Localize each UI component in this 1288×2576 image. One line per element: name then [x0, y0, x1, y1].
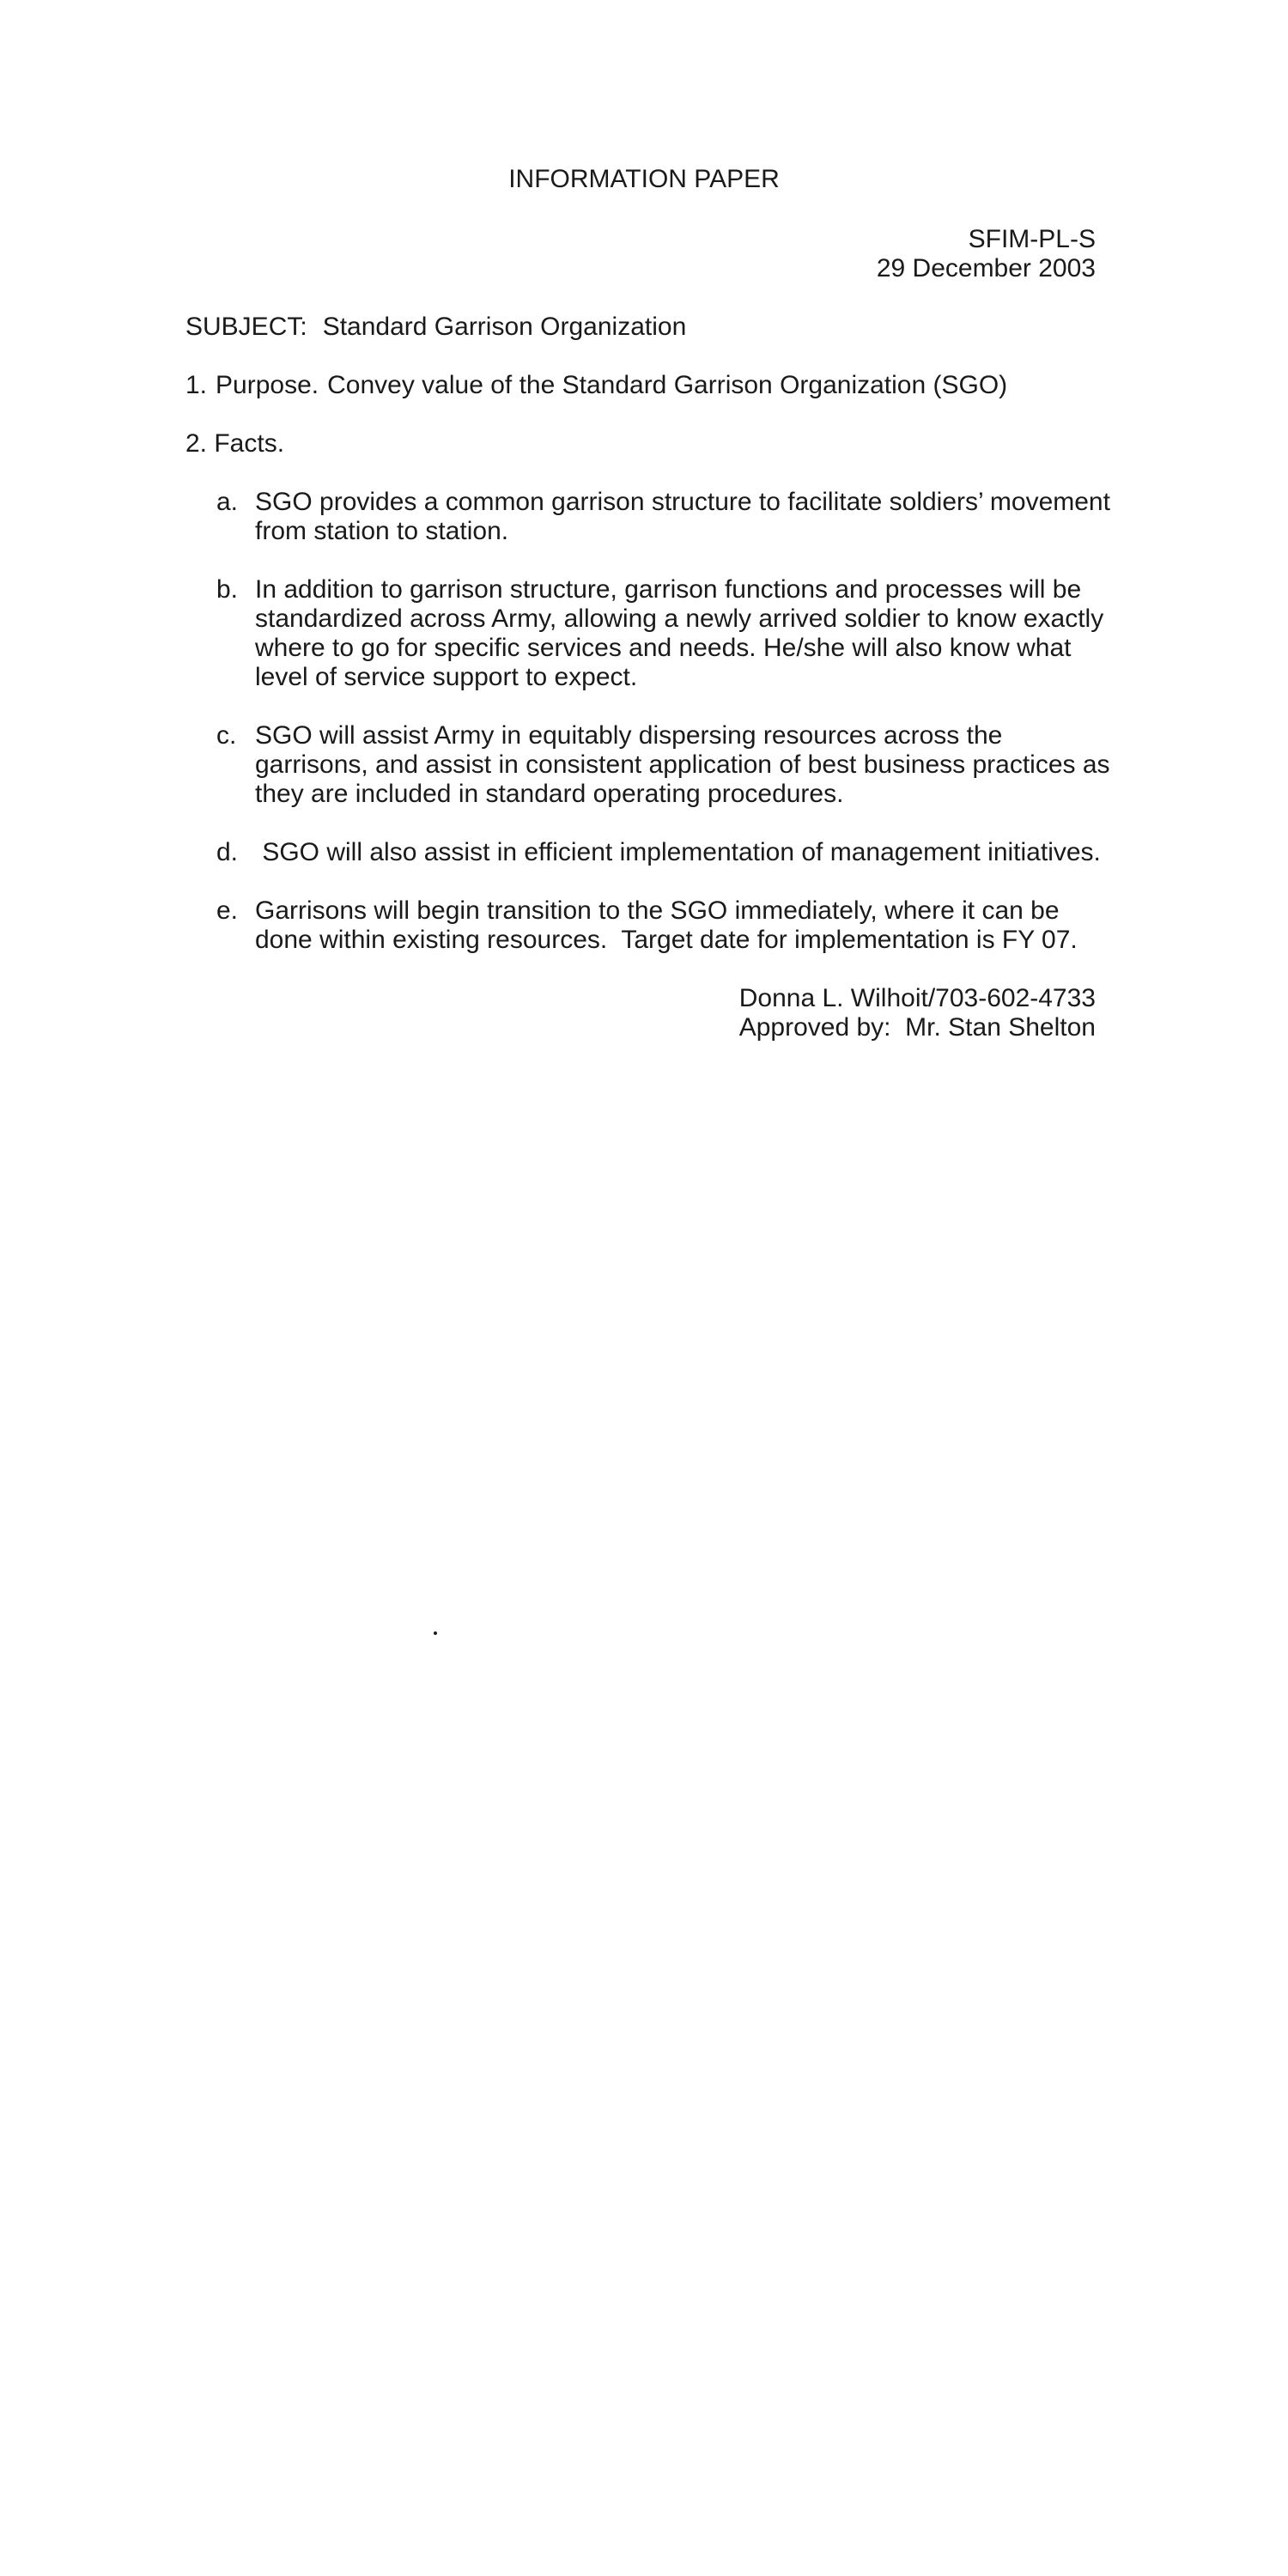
fact-text: SGO will assist Army in equitably dispersing resources across the garrisons, and assist in consistent application of best business practices as they are included in standard operating procedures. — [255, 721, 1110, 808]
purpose-heading: Purpose. — [216, 371, 319, 399]
document-date: 29 December 2003 — [876, 254, 1096, 283]
document-title: INFORMATION PAPER — [508, 165, 780, 193]
fact-text: In addition to garrison structure, garrison functions and processes will be standardized across Army, allowing a newly arrived soldier to know exactly where to go for specific services and needs. He/she will also know what level of service support to expect. — [255, 575, 1104, 691]
contact-line: Donna L. Wilhoit/703-602-4733 — [738, 984, 1096, 1012]
fact-letter: b. — [216, 575, 239, 604]
subject-label: SUBJECT: — [185, 313, 307, 341]
fact-text: Garrisons will begin transition to the SGO immediately, where it can be done within existing resources. Target date for implementation is FY 07. — [255, 896, 1078, 954]
purpose-number: 1. — [185, 371, 208, 399]
facts-heading: 2. Facts. — [185, 429, 285, 458]
stray-dot — [434, 1631, 437, 1635]
fact-letter: a. — [216, 488, 239, 516]
purpose-paragraph — [185, 371, 1007, 400]
fact-letter: e. — [216, 896, 239, 925]
fact-letter: d. — [216, 838, 239, 866]
approved-line: Approved by: Mr. Stan Shelton — [738, 1013, 1096, 1042]
subject-text: Standard Garrison Organization — [322, 313, 687, 341]
signature-block — [739, 984, 1096, 1042]
fact-text: SGO provides a common garrison structure to facilitate soldiers’ movement from station to station. — [255, 488, 1110, 545]
fact-letter: c. — [216, 721, 237, 750]
subject-line — [185, 313, 686, 342]
office-block — [877, 225, 1096, 283]
office-symbol: SFIM-PL-S — [968, 225, 1096, 253]
purpose-text: Convey value of the Standard Garrison Organization (SGO) — [327, 371, 1008, 399]
fact-text: SGO will also assist in efficient implementation of management initiatives. — [255, 838, 1101, 866]
